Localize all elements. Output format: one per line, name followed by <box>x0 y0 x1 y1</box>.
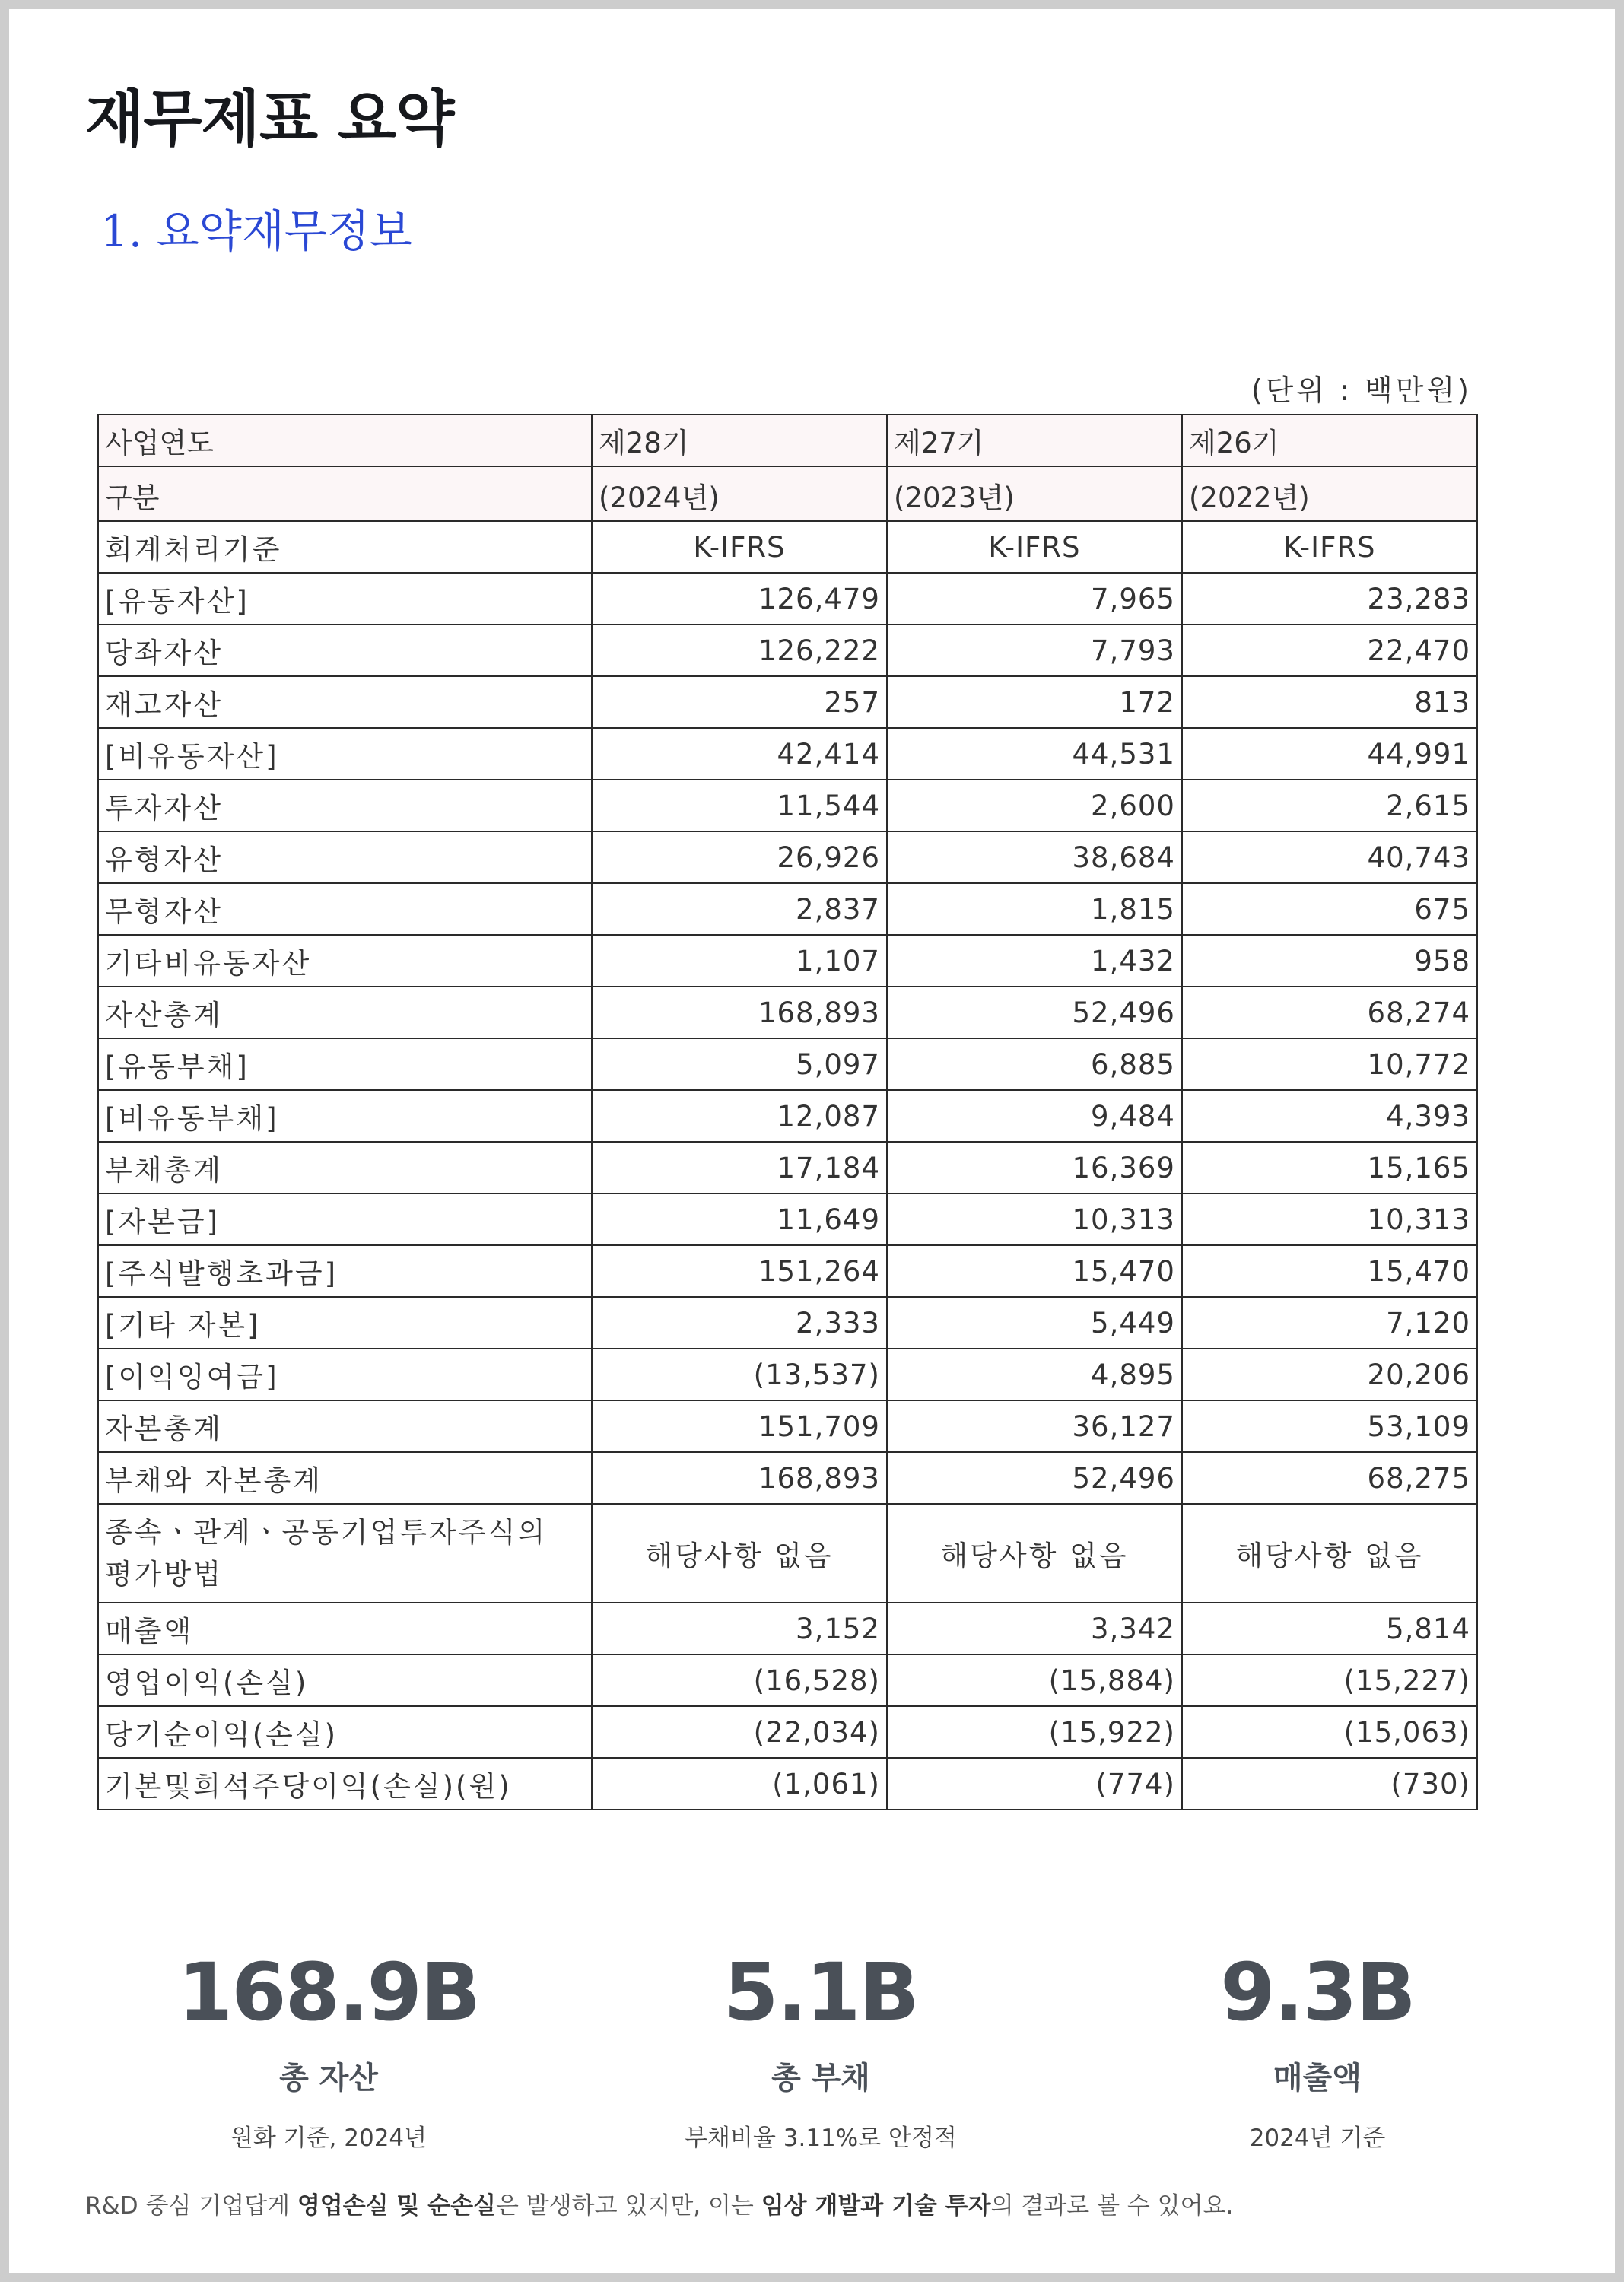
value-cell: 1,432 <box>887 935 1182 987</box>
table-header-row <box>98 415 1477 466</box>
value-cell: 11,649 <box>592 1193 887 1245</box>
row-label: 영업이익(손실) <box>98 1654 592 1706</box>
value-cell: 1,107 <box>592 935 887 987</box>
value-cell: 813 <box>1182 676 1477 728</box>
value-cell: 5,814 <box>1182 1603 1477 1654</box>
table-row <box>98 625 1477 676</box>
value-cell: (1,061) <box>592 1758 887 1810</box>
value-cell: (16,528) <box>592 1654 887 1706</box>
value-cell: 126,479 <box>592 573 887 625</box>
value-cell: 20,206 <box>1182 1349 1477 1400</box>
footnote <box>85 2186 1233 2220</box>
table-row <box>98 935 1477 987</box>
value-cell: (774) <box>887 1758 1182 1810</box>
table-row <box>98 1452 1477 1504</box>
value-cell: 해당사항 없음 <box>1182 1504 1477 1603</box>
value-cell: 1,815 <box>887 883 1182 935</box>
row-label: 부채총계 <box>98 1142 592 1193</box>
header-cell: (2024년) <box>592 466 887 521</box>
value-cell: 11,544 <box>592 780 887 831</box>
table-row <box>98 1706 1477 1758</box>
value-cell: (13,537) <box>592 1349 887 1400</box>
value-cell: 151,709 <box>592 1400 887 1452</box>
header-cell: 사업연도 <box>98 415 592 466</box>
value-cell: 68,274 <box>1182 987 1477 1038</box>
value-cell: K-IFRS <box>1182 521 1477 573</box>
value-cell: 9,484 <box>887 1090 1182 1142</box>
table-row <box>98 780 1477 831</box>
value-cell: 26,926 <box>592 831 887 883</box>
value-cell: 3,342 <box>887 1603 1182 1654</box>
row-label: [주식발행초과금] <box>98 1245 592 1297</box>
value-cell: 해당사항 없음 <box>887 1504 1182 1603</box>
row-label: 자본총계 <box>98 1400 592 1452</box>
table-row <box>98 987 1477 1038</box>
row-label: 유형자산 <box>98 831 592 883</box>
value-cell: (22,034) <box>592 1706 887 1758</box>
stat-caption: 2024년 기준 <box>1249 2124 1386 2152</box>
value-cell: 17,184 <box>592 1142 887 1193</box>
table-row <box>98 1142 1477 1193</box>
document-page <box>9 9 1615 2273</box>
value-cell: 22,470 <box>1182 625 1477 676</box>
stat-label: 총 부채 <box>771 2060 870 2096</box>
value-cell: 52,496 <box>887 987 1182 1038</box>
value-cell: 2,600 <box>887 780 1182 831</box>
value-cell: 10,313 <box>887 1193 1182 1245</box>
stat-value: 9.3B <box>1220 1946 1415 2039</box>
footnote-text: 의 결과로 볼 수 있어요. <box>990 2192 1234 2220</box>
value-cell: (15,884) <box>887 1654 1182 1706</box>
row-label: 자산총계 <box>98 987 592 1038</box>
value-cell: 4,393 <box>1182 1090 1477 1142</box>
row-label: [자본금] <box>98 1193 592 1245</box>
value-cell: (15,227) <box>1182 1654 1477 1706</box>
value-cell: 2,837 <box>592 883 887 935</box>
table-header-row <box>98 466 1477 521</box>
table-row <box>98 1758 1477 1810</box>
row-label: 재고자산 <box>98 676 592 728</box>
value-cell: K-IFRS <box>887 521 1182 573</box>
stat-label: 총 자산 <box>279 2060 378 2096</box>
value-cell: 958 <box>1182 935 1477 987</box>
row-label: 기타비유동자산 <box>98 935 592 987</box>
section-title: 1. 요약재무정보 <box>100 205 412 257</box>
value-cell: 16,369 <box>887 1142 1182 1193</box>
stat-caption: 원화 기준, 2024년 <box>230 2124 427 2152</box>
value-cell: 168,893 <box>592 1452 887 1504</box>
value-cell: 15,470 <box>1182 1245 1477 1297</box>
stat-caption: 부채비율 3.11%로 안정적 <box>685 2124 957 2152</box>
stat-revenue <box>1074 1945 1561 2153</box>
stat-total-liabilities <box>577 1945 1064 2153</box>
footnote-emphasis: 임상 개발과 기술 투자 <box>761 2192 991 2220</box>
value-cell: 42,414 <box>592 728 887 780</box>
value-cell: 168,893 <box>592 987 887 1038</box>
value-cell: 12,087 <box>592 1090 887 1142</box>
stat-total-assets <box>85 1945 572 2153</box>
value-cell: 23,283 <box>1182 573 1477 625</box>
table-row <box>98 1603 1477 1654</box>
value-cell: K-IFRS <box>592 521 887 573</box>
value-cell: 10,772 <box>1182 1038 1477 1090</box>
table-row <box>98 676 1477 728</box>
stat-value: 5.1B <box>723 1946 918 2039</box>
value-cell: 10,313 <box>1182 1193 1477 1245</box>
unit-note: (단위 : 백만원) <box>1251 373 1472 407</box>
value-cell: 68,275 <box>1182 1452 1477 1504</box>
value-cell: 44,531 <box>887 728 1182 780</box>
value-cell: 172 <box>887 676 1182 728</box>
row-label: 회계처리기준 <box>98 521 592 573</box>
value-cell: 해당사항 없음 <box>592 1504 887 1603</box>
value-cell: (15,922) <box>887 1706 1182 1758</box>
table-row <box>98 831 1477 883</box>
value-cell: (730) <box>1182 1758 1477 1810</box>
value-cell: 15,165 <box>1182 1142 1477 1193</box>
footnote-text: R&D 중심 기업답게 <box>85 2192 297 2220</box>
value-cell: 52,496 <box>887 1452 1182 1504</box>
stat-value: 168.9B <box>177 1946 480 2039</box>
table-body <box>98 521 1477 1810</box>
value-cell: 7,120 <box>1182 1297 1477 1349</box>
header-cell: (2022년) <box>1182 466 1477 521</box>
page-title: 재무제표 요약 <box>85 84 454 154</box>
value-cell: 15,470 <box>887 1245 1182 1297</box>
value-cell: 5,449 <box>887 1297 1182 1349</box>
value-cell: (15,063) <box>1182 1706 1477 1758</box>
header-cell: 제28기 <box>592 415 887 466</box>
table-row <box>98 1504 1477 1603</box>
row-label: [유동부채] <box>98 1038 592 1090</box>
row-label: 부채와 자본총계 <box>98 1452 592 1504</box>
table-row <box>98 728 1477 780</box>
row-label: 당기순이익(손실) <box>98 1706 592 1758</box>
header-cell: 구분 <box>98 466 592 521</box>
row-label: [이익잉여금] <box>98 1349 592 1400</box>
row-label: 투자자산 <box>98 780 592 831</box>
value-cell: 2,615 <box>1182 780 1477 831</box>
table-row <box>98 573 1477 625</box>
stat-label: 매출액 <box>1273 2060 1362 2096</box>
financial-summary-table <box>97 414 1478 1810</box>
row-label: [비유동부채] <box>98 1090 592 1142</box>
value-cell: 151,264 <box>592 1245 887 1297</box>
table-row <box>98 1245 1477 1297</box>
row-label: 당좌자산 <box>98 625 592 676</box>
value-cell: 36,127 <box>887 1400 1182 1452</box>
value-cell: 7,965 <box>887 573 1182 625</box>
value-cell: 3,152 <box>592 1603 887 1654</box>
key-stats <box>9 1945 1615 2173</box>
table-row <box>98 1193 1477 1245</box>
value-cell: 4,895 <box>887 1349 1182 1400</box>
table-row <box>98 1400 1477 1452</box>
table-row <box>98 1654 1477 1706</box>
value-cell: 38,684 <box>887 831 1182 883</box>
table-row <box>98 1038 1477 1090</box>
header-cell: 제27기 <box>887 415 1182 466</box>
footnote-emphasis: 영업손실 및 순손실 <box>297 2192 496 2220</box>
header-cell: (2023년) <box>887 466 1182 521</box>
table-row <box>98 883 1477 935</box>
header-cell: 제26기 <box>1182 415 1477 466</box>
footnote-text: 은 발생하고 있지만, 이는 <box>495 2192 761 2220</box>
value-cell: 7,793 <box>887 625 1182 676</box>
value-cell: 40,743 <box>1182 831 1477 883</box>
value-cell: 44,991 <box>1182 728 1477 780</box>
row-label: 종속ㆍ관계ㆍ공동기업투자주식의 평가방법 <box>98 1504 592 1603</box>
row-label: [비유동자산] <box>98 728 592 780</box>
value-cell: 675 <box>1182 883 1477 935</box>
value-cell: 6,885 <box>887 1038 1182 1090</box>
row-label: 기본및희석주당이익(손실)(원) <box>98 1758 592 1810</box>
value-cell: 126,222 <box>592 625 887 676</box>
value-cell: 2,333 <box>592 1297 887 1349</box>
row-label: 매출액 <box>98 1603 592 1654</box>
value-cell: 53,109 <box>1182 1400 1477 1452</box>
value-cell: 257 <box>592 676 887 728</box>
row-label: [유동자산] <box>98 573 592 625</box>
table-row <box>98 1090 1477 1142</box>
table-row <box>98 521 1477 573</box>
row-label: [기타 자본] <box>98 1297 592 1349</box>
table-row <box>98 1297 1477 1349</box>
row-label: 무형자산 <box>98 883 592 935</box>
table-row <box>98 1349 1477 1400</box>
value-cell: 5,097 <box>592 1038 887 1090</box>
